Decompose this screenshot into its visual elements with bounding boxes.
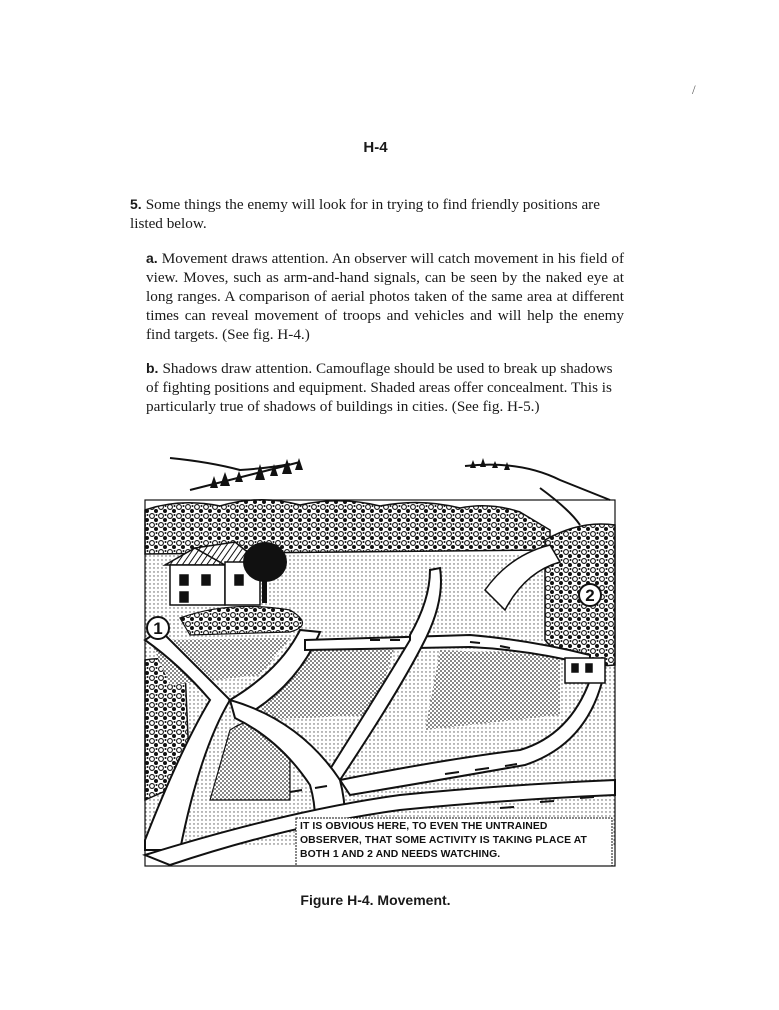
figure-callout: [296, 819, 610, 863]
page-number: H-4: [363, 139, 388, 156]
paragraph-a-label: a.: [146, 250, 158, 266]
paragraph-b: [146, 359, 624, 416]
paragraph-5: [130, 195, 624, 233]
callout-line-1: IT IS OBVIOUS HERE, TO EVEN THE UNTRAINED: [300, 821, 548, 832]
marker-1: [147, 617, 169, 639]
paragraph-5-text: Some things the enemy will look for in trying to find friendly positions are listed below.: [130, 196, 600, 232]
paragraph-a-text: Movement draws attention. An observer will catch movement in his field of view. Moves, such as arm-and-hand signals, can be seen by the naked eye at long ranges. A comparison of aerial photos taken of the same area at different times can reveal movement of troops and vehicles and will help the enemy find targets. (See fig. H-4.): [146, 250, 624, 343]
callout-line-2: OBSERVER, THAT SOME ACTIVITY IS TAKING PLACE AT: [300, 835, 587, 846]
paragraph-b-label: b.: [146, 360, 159, 376]
callout-line-3: BOTH 1 AND 2 AND NEEDS WATCHING.: [300, 849, 501, 860]
marker-2-label: 2: [585, 586, 595, 605]
paragraph-b-text: Shadows draw attention. Camouflage should be used to break up shadows of fighting positions and equipment. Shaded areas offer concealment. This is particularly true of shadows of buildings in cities. (See fig. H-5.): [146, 360, 613, 415]
scan-mark: /: [692, 82, 696, 97]
landscape-drawing: [140, 450, 618, 870]
figure-caption: Figure H-4. Movement.: [300, 892, 451, 908]
paragraph-a: [146, 249, 624, 344]
paragraph-5-label: 5.: [130, 196, 142, 212]
marker-1-label: 1: [153, 619, 163, 638]
marker-2: [579, 584, 601, 606]
small-building: [565, 658, 605, 683]
figure-h4-illustration: [140, 450, 618, 870]
